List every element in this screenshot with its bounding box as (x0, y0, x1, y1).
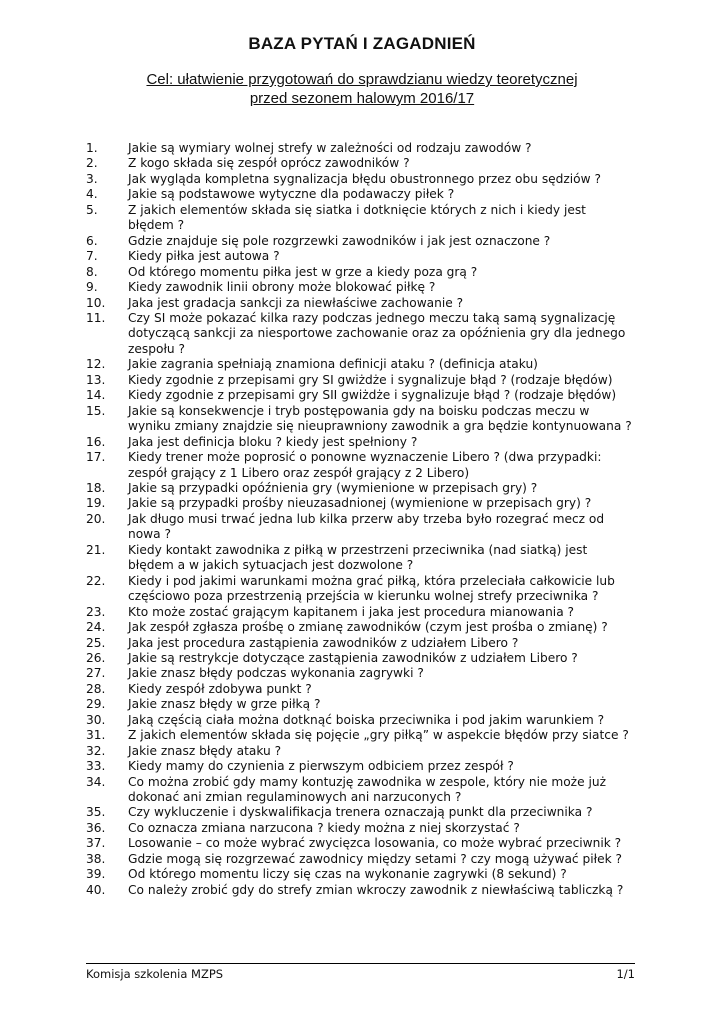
question-item (86, 728, 646, 743)
question-text: Kiedy zawodnik linii obrony może blokować piłkę ? (128, 280, 436, 295)
question-number: 32. (86, 743, 106, 758)
question-number: 12. (86, 357, 106, 372)
footer-organization: Komisja szkolenia MZPS (86, 967, 224, 981)
question-text: Kiedy piłka jest autowa ? (128, 249, 280, 264)
question-item (86, 697, 646, 712)
question-item (86, 805, 646, 820)
question-number: 37. (86, 836, 106, 851)
question-item (86, 512, 646, 543)
question-text: Gdzie znajduje się pole rozgrzewki zawodników i jak jest oznaczone ? (128, 233, 551, 248)
question-text: Kiedy mamy do czynienia z pierwszym odbiciem przez zespół ? (128, 759, 514, 774)
question-text: Z kogo składa się zespół oprócz zawodników ? (128, 156, 410, 171)
question-number: 34. (86, 774, 106, 789)
question-number: 2. (86, 156, 98, 171)
question-text: Jakie są podstawowe wytyczne dla podawaczy piłek ? (128, 187, 455, 202)
question-item (86, 172, 646, 187)
question-number: 20. (86, 511, 106, 526)
question-item (86, 744, 646, 759)
question-text: Jaka jest gradacja sankcji za niewłaściwe zachowanie ? (128, 295, 464, 310)
question-item (86, 775, 646, 806)
question-text: Z jakich elementów składa się siatka i dotknięcie których z nich i kiedy jest błędem ? (128, 202, 586, 233)
question-item (86, 141, 646, 156)
question-item (86, 280, 646, 295)
question-number: 27. (86, 666, 106, 681)
question-number: 36. (86, 820, 106, 835)
question-number: 11. (86, 310, 106, 325)
question-text: Gdzie mogą się rozgrzewać zawodnicy między setami ? czy mogą używać piłek ? (128, 851, 622, 866)
question-number: 1. (86, 141, 98, 155)
question-text: Losowanie – co może wybrać zwycięzca losowania, co może wybrać przeciwnik ? (128, 836, 622, 851)
question-number: 24. (86, 620, 106, 635)
question-item (86, 713, 646, 728)
question-number: 7. (86, 249, 98, 264)
question-number: 15. (86, 403, 106, 418)
question-number: 9. (86, 280, 98, 295)
question-number: 19. (86, 496, 106, 511)
question-list (86, 141, 646, 898)
question-item (86, 187, 646, 202)
question-text: Kiedy zgodnie z przepisami gry SII gwiżdże i sygnalizuje błąd ? (rodzaje błędów) (128, 388, 617, 403)
question-number: 23. (86, 604, 106, 619)
question-number: 31. (86, 728, 106, 743)
question-number: 33. (86, 759, 106, 774)
question-number: 8. (86, 264, 98, 279)
question-item (86, 265, 646, 280)
question-item (86, 203, 646, 234)
question-number: 17. (86, 450, 106, 465)
question-item (86, 821, 646, 836)
question-number: 10. (86, 295, 106, 310)
question-item (86, 759, 646, 774)
question-number: 18. (86, 480, 106, 495)
question-number: 26. (86, 650, 106, 665)
question-text: Jaka jest definicja bloku ? kiedy jest spełniony ? (128, 434, 418, 449)
question-text: Jakie są konsekwencje i tryb postępowania gdy na boisku podczas meczu w wyniku zmiany znajdzie się nieuprawniony zawodnik a gra będzie kontynuowana ? (128, 403, 632, 434)
question-number: 35. (86, 805, 106, 820)
question-text: Jakie znasz błędy ataku ? (128, 743, 282, 758)
question-item (86, 867, 646, 882)
question-text: Kiedy zgodnie z przepisami gry SI gwiżdże i sygnalizuje błąd ? (rodzaje błędów) (128, 372, 613, 387)
question-text: Jakie zagrania spełniają znamiona definicji ataku ? (definicja ataku) (128, 357, 538, 372)
question-number: 38. (86, 851, 106, 866)
question-item (86, 666, 646, 681)
question-number: 40. (86, 882, 106, 897)
question-number: 22. (86, 573, 106, 588)
question-number: 14. (86, 388, 106, 403)
question-text: Kiedy kontakt zawodnika z piłką w przestrzeni przeciwnika (nad siatką) jest błędem a w jakich sytuacjach jest dozwolone ? (128, 542, 588, 573)
question-item (86, 605, 646, 620)
question-item (86, 249, 646, 264)
question-text: Jakie są restrykcje dotyczące zastąpienia zawodników z udziałem Libero ? (128, 650, 578, 665)
question-number: 4. (86, 187, 98, 202)
question-number: 25. (86, 635, 106, 650)
question-item (86, 620, 646, 635)
question-text: Co można zrobić gdy mamy kontuzję zawodnika w zespole, który nie może już dokonać ani zmian regulaminowych ani narzuconych ? (128, 774, 606, 805)
question-text: Jakie są wymiary wolnej strefy w zależności od rodzaju zawodów ? (128, 141, 532, 155)
question-number: 29. (86, 697, 106, 712)
question-text: Jak wygląda kompletna sygnalizacja błędu obustronnego przez obu sędziów ? (128, 171, 601, 186)
question-text: Jakie znasz błędy w grze piłką ? (128, 697, 321, 712)
question-text: Jakie znasz błędy podczas wykonania zagrywki ? (128, 666, 424, 681)
question-number: 3. (86, 171, 98, 186)
question-text: Jaka jest procedura zastąpienia zawodników z udziałem Libero ? (128, 635, 519, 650)
question-text: Jaką częścią ciała można dotknąć boiska przeciwnika i pod jakim warunkiem ? (128, 712, 605, 727)
question-number: 39. (86, 867, 106, 882)
question-item (86, 296, 646, 311)
question-item (86, 636, 646, 651)
question-number: 16. (86, 434, 106, 449)
question-item (86, 682, 646, 697)
question-text: Czy SI może pokazać kilka razy podczas jednego meczu taką samą sygnalizację dotyczącą sankcji za niesportowe zachowanie oraz za opóźnienia gry dla jednego zespołu ? (128, 310, 626, 356)
footer-page-number: 1/1 (616, 967, 635, 981)
question-number: 30. (86, 712, 106, 727)
question-item (86, 883, 646, 898)
document-title: BAZA PYTAŃ I ZAGADNIEŃ (248, 34, 476, 53)
question-text: Co oznacza zmiana narzucona ? kiedy można z niej skorzystać ? (128, 820, 520, 835)
question-number: 5. (86, 202, 98, 217)
question-text: Kiedy i pod jakimi warunkami można grać piłką, która przeleciała całkowicie lub częściowo poza przestrzenią przejścia w kierunku wolnej strefy przeciwnika ? (128, 573, 615, 604)
question-text: Od którego momentu liczy się czas na wykonanie zagrywki (8 sekund) ? (128, 867, 567, 882)
question-text: Z jakich elementów składa się pojęcie „gry piłką” w aspekcie błędów przy siatce ? (128, 728, 629, 743)
question-item (86, 543, 646, 574)
subtitle-line-2: przed sezonem halowym 2016/17 (249, 90, 475, 107)
question-number: 13. (86, 372, 106, 387)
question-text: Od którego momentu piłka jest w grze a kiedy poza grą ? (128, 264, 478, 279)
question-item (86, 311, 646, 357)
question-item (86, 651, 646, 666)
question-text: Jak długo musi trwać jedna lub kilka przerw aby trzeba było rozegrać mecz od nowa ? (128, 511, 605, 542)
question-item (86, 852, 646, 867)
question-text: Kiedy zespół zdobywa punkt ? (128, 681, 312, 696)
question-text: Czy wykluczenie i dyskwalifikacja trenera oznaczają punkt dla przeciwnika ? (128, 805, 593, 820)
question-number: 6. (86, 233, 98, 248)
question-text: Kto może zostać grającym kapitanem i jaka jest procedura mianowania ? (128, 604, 575, 619)
question-item (86, 404, 646, 435)
question-item (86, 496, 646, 511)
question-item (86, 481, 646, 496)
document-subtitle (100, 70, 624, 108)
question-number: 21. (86, 542, 106, 557)
question-item (86, 156, 646, 171)
question-number: 28. (86, 681, 106, 696)
question-item (86, 388, 646, 403)
question-text: Jakie są przypadki opóźnienia gry (wymienione w przepisach gry) ? (128, 480, 538, 495)
question-text: Co należy zrobić gdy do strefy zmian wkroczy zawodnik z niewłaściwą tabliczką ? (128, 882, 624, 897)
footer-divider (86, 963, 635, 964)
question-text: Jak zespół zgłasza prośbę o zmianę zawodników (czym jest prośba o zmianę) ? (128, 620, 608, 635)
question-item (86, 357, 646, 372)
question-text: Jakie są przypadki prośby nieuzasadnionej (wymienione w przepisach gry) ? (128, 496, 592, 511)
question-item (86, 836, 646, 851)
question-item (86, 435, 646, 450)
question-item (86, 373, 646, 388)
question-item (86, 234, 646, 249)
question-text: Kiedy trener może poprosić o ponowne wyznaczenie Libero ? (dwa przypadki: zespół grający z 1 Libero oraz zespół grający z 2 Libero) (128, 450, 602, 480)
question-item (86, 450, 646, 481)
question-item (86, 574, 646, 605)
subtitle-line-1: Cel: ułatwienie przygotowań do sprawdzianu wiedzy teoretycznej (146, 71, 578, 88)
